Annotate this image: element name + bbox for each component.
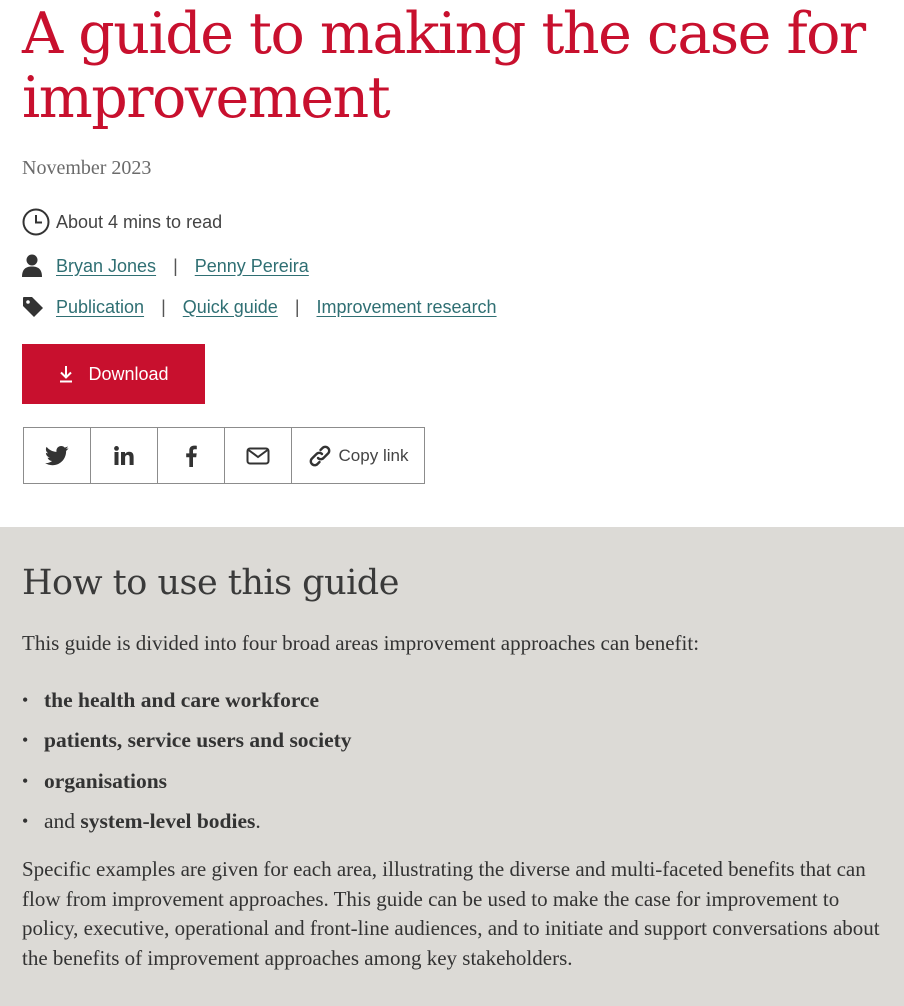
- separator: |: [173, 255, 178, 276]
- section-heading: How to use this guide: [22, 563, 399, 603]
- tag-link[interactable]: Quick guide: [182, 296, 278, 317]
- linkedin-icon: [114, 446, 134, 465]
- copy-link-label: Copy link: [338, 445, 409, 465]
- share-email-button[interactable]: [225, 428, 292, 483]
- page-title: A guide to making the case for improvement: [22, 1, 865, 131]
- how-to-use-section: [0, 527, 904, 1006]
- download-label: Download: [88, 363, 169, 384]
- share-facebook-button[interactable]: [158, 428, 225, 483]
- separator: |: [294, 296, 300, 317]
- separator: |: [161, 296, 166, 317]
- facebook-icon: [185, 445, 197, 467]
- email-icon: [246, 447, 270, 465]
- share-twitter-button[interactable]: [24, 428, 91, 483]
- list-item: • and system-level bodies .: [22, 809, 261, 834]
- section-intro: This guide is divided into four broad areas improvement approaches can benefit:: [22, 631, 700, 655]
- tag-link[interactable]: Improvement research: [316, 296, 497, 317]
- share-linkedin-button[interactable]: [91, 428, 158, 483]
- clock-icon: [22, 208, 50, 236]
- tag-link[interactable]: Publication: [56, 296, 145, 317]
- tags-row: [22, 293, 497, 321]
- list-item: • patients, service users and society: [22, 728, 352, 753]
- copy-link-button[interactable]: [292, 428, 424, 483]
- author-link[interactable]: Penny Pereira: [194, 255, 309, 276]
- author-link[interactable]: Bryan Jones: [56, 255, 157, 276]
- section-body: Specific examples are given for each area, illustrating the diverse and multi-faceted benefits that can flow from improvement approaches. This guide can be used to make the case for improvement to policy, executive, operational and front-line audiences, and to initiate and support conversations about the benefits of improvement approaches among key stakeholders.: [22, 857, 880, 970]
- download-button[interactable]: [22, 344, 205, 404]
- person-icon: [22, 252, 50, 280]
- list-item: • the health and care workforce: [22, 687, 320, 712]
- benefit-areas-list: [22, 680, 352, 842]
- read-time-row: [22, 208, 222, 236]
- share-bar: [23, 427, 425, 484]
- tag-icon: [22, 293, 50, 321]
- authors-row: [22, 252, 309, 280]
- link-icon: [308, 444, 332, 468]
- publication-date: November 2023: [22, 157, 152, 179]
- read-time: About 4 mins to read: [56, 211, 223, 232]
- list-item: • organisations: [22, 768, 168, 793]
- twitter-icon: [45, 446, 69, 466]
- download-icon: [58, 365, 74, 383]
